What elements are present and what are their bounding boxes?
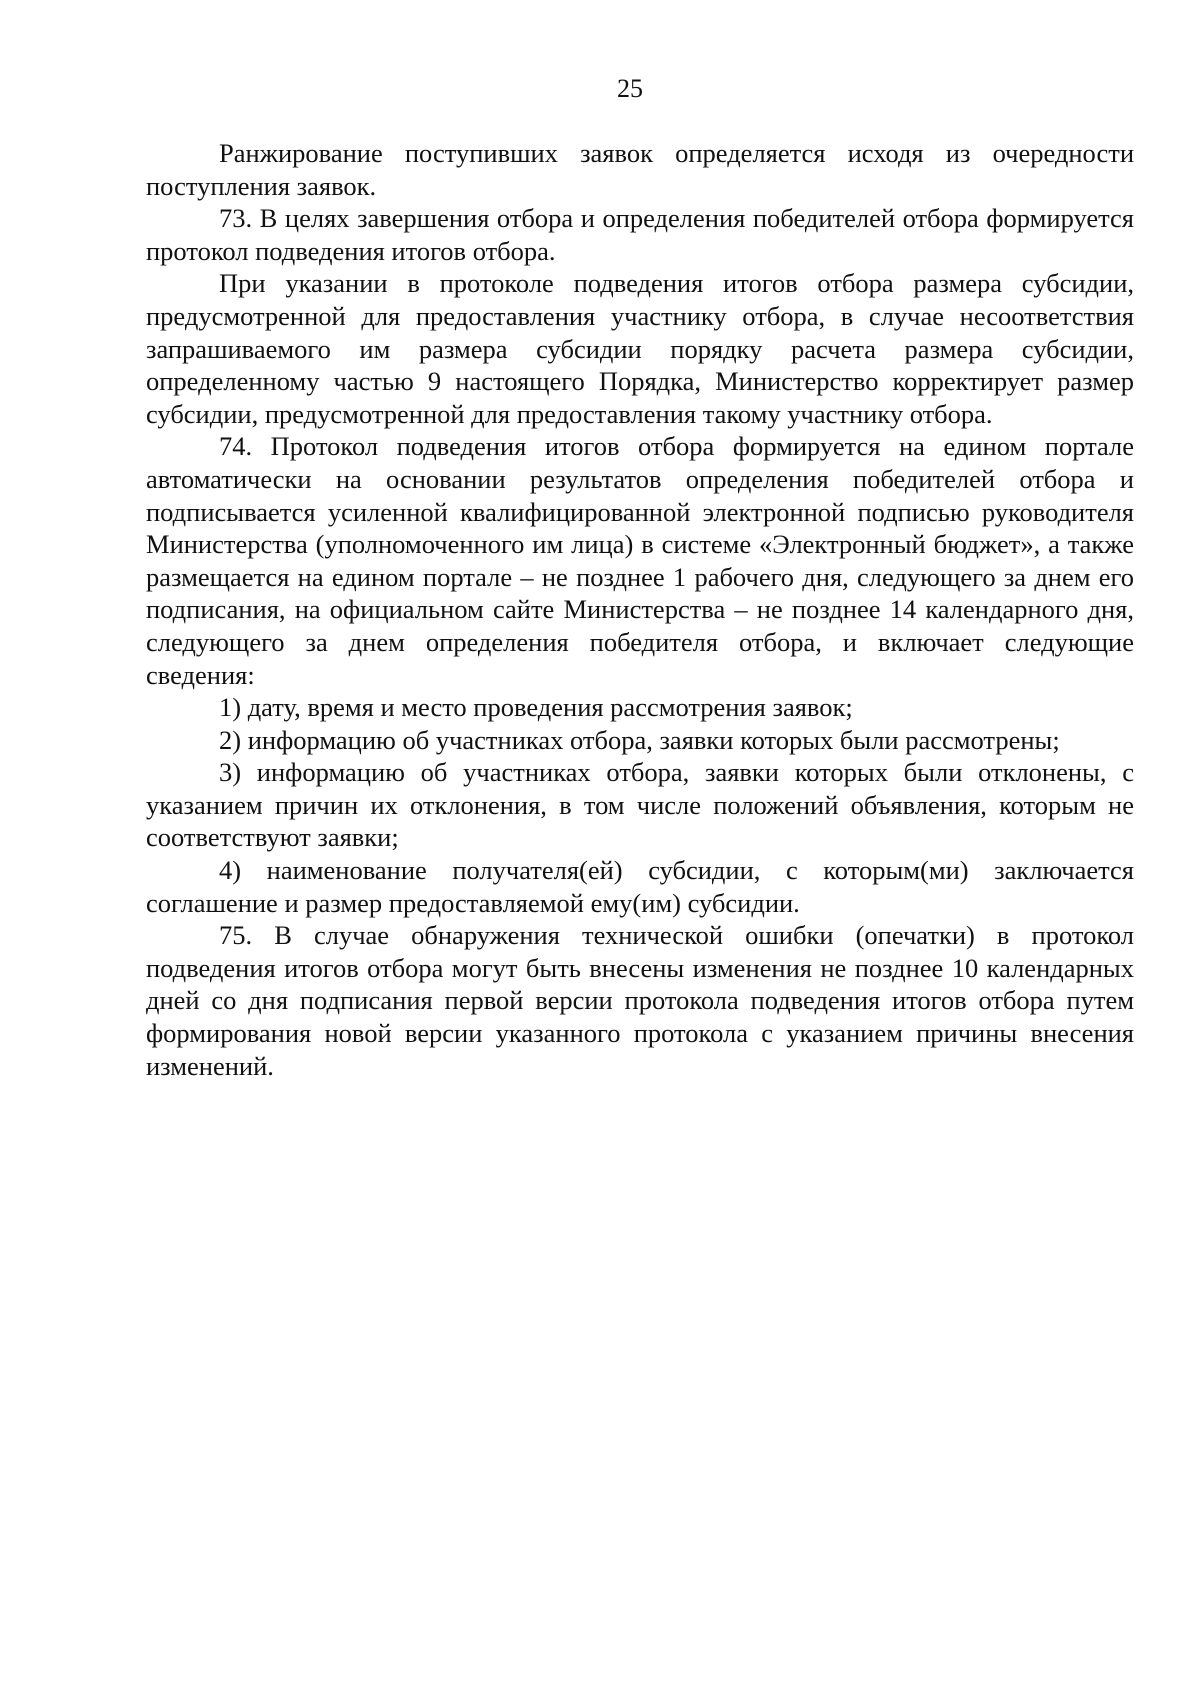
paragraph-74: 74. Протокол подведения итогов отбора формируется на едином портале автоматически на основании результатов определения победителей отбора и подписывается усиленной квалифицированной электронной подписью руководителя Министерства (уполномоченного им лица) в системе «Электронный бюджет», а также размещается на едином портале – не позднее 1 рабочего дня, следующего за днем его подписания, на официальном сайте Министерства – не позднее 14 календарного дня, следующего за днем определения победителя отбора, и включает следующие сведения: bbox=[146, 431, 1134, 690]
list-item-2: 2) информацию об участниках отбора, заявки которых были рассмотрены; bbox=[219, 724, 1060, 755]
paragraph-75: 75. В случае обнаружения технической ошибки (опечатки) в протокол подведения итогов отбора могут быть внесены изменения не позднее 10 календарных дней со дня подписания первой версии протокола подведения итогов отбора путем формирования новой версии указанного протокола с указанием причины внесения изменений. bbox=[146, 920, 1134, 1081]
list-item-1: 1) дату, время и место проведения рассмотрения заявок; bbox=[219, 692, 853, 723]
paragraph-subsidy-correction: При указании в протоколе подведения итогов отбора размера субсидии, предусмотренной для предоставления участнику отбора, в случае несоответствия запрашиваемого им размера субсидии порядку расчета размера субсидии, определенному частью 9 настоящего Порядка, Министерство корректирует размер субсидии, предусмотренной для предоставления такому участнику отбора. bbox=[146, 268, 1134, 429]
list-item-3: 3) информацию об участниках отбора, заявки которых были отклонены, с указанием причин их отклонения, в том числе положений объявления, которым не соответствуют заявки; bbox=[146, 757, 1134, 853]
list-item-4: 4) наименование получателя(ей) субсидии, с которым(ми) заключается соглашение и размер предоставляемой ему(им) субсидии. bbox=[146, 855, 1134, 918]
paragraph-73: 73. В целях завершения отбора и определения победителей отбора формируется протокол подведения итогов отбора. bbox=[146, 203, 1134, 266]
page-number: 25 bbox=[617, 74, 643, 103]
paragraph-ranking: Ранжирование поступивших заявок определяется исходя из очередности поступления заявок. bbox=[146, 138, 1134, 201]
document-body bbox=[146, 137, 1134, 1082]
